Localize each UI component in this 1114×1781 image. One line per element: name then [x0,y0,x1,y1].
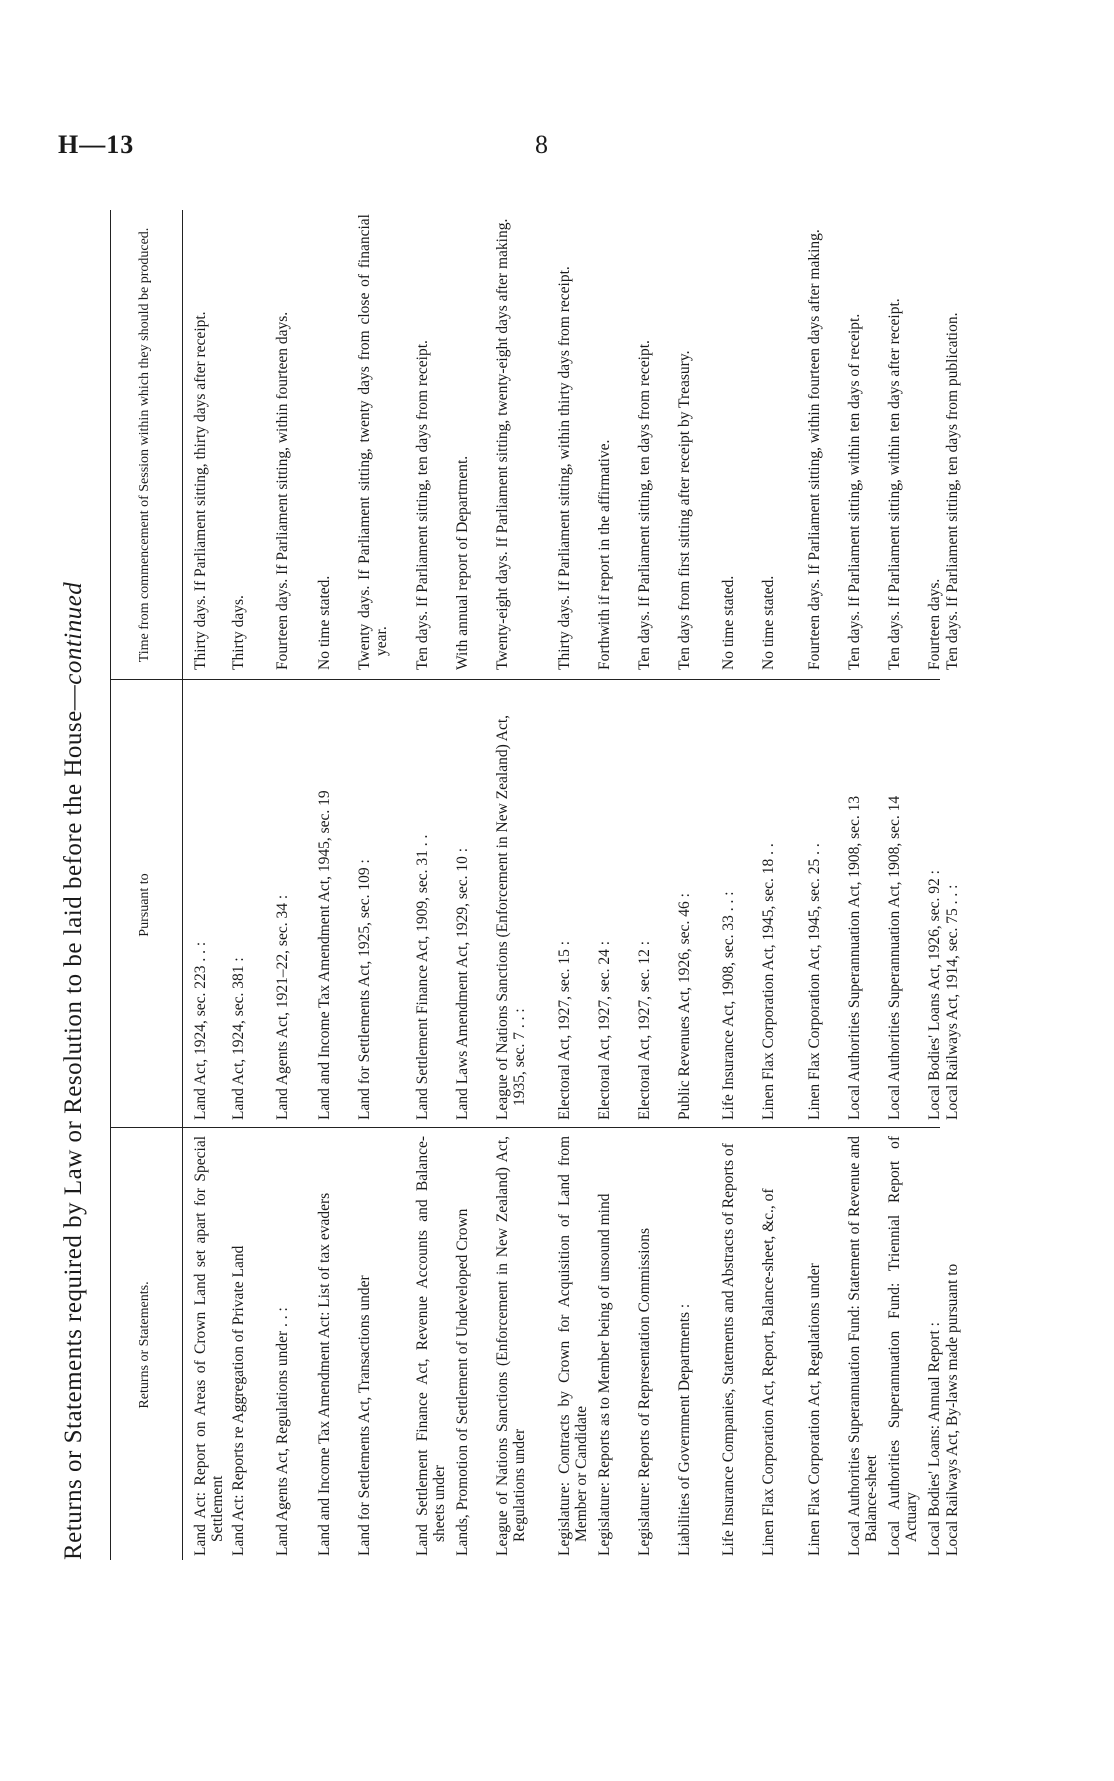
pursuant-cell: Linen Flax Corporation Act, 1945, sec. 18 . . [760,843,777,1120]
time-cell: With annual report of Department. [454,455,471,670]
time-cell: Thirty days. [230,595,247,670]
pursuant-cell: Electoral Act, 1927, sec. 15 : [556,940,573,1120]
time-cell: Ten days. If Parliament sitting, within ten days after receipt. [886,298,903,670]
returns-table [60,210,960,1560]
pursuant-cell: League of Nations Sanctions (Enforcement in New Zealand) Act, 1935, sec. 7 . . : [494,714,528,1120]
returns-cell: Land for Settlements Act, Transactions under [356,1275,373,1556]
pursuant-cell: Life Insurance Act, 1908, sec. 33 . . : [720,891,737,1120]
page-number: 8 [535,130,548,159]
returns-cell: Land Settlement Finance Act, Revenue Accounts and Balance-sheets under [414,1136,448,1556]
column-divider [110,1127,940,1128]
column-header-pursuant: Pursuant to [136,873,152,937]
time-cell: No time stated. [760,575,777,670]
returns-cell: Land and Income Tax Amendment Act: List of tax evaders [316,1192,333,1556]
time-cell: Ten days. If Parliament sitting, within ten days of receipt. [846,313,863,670]
table-title-text: Returns or Statements required by Law or Resolution to be laid before the House— [60,684,87,1560]
time-cell: Fourteen days. [926,578,943,670]
pursuant-cell: Local Railways Act, 1914, sec. 75 . . : [944,884,961,1120]
pursuant-cell: Land Act, 1924, sec. 223 . . : [192,941,209,1120]
page-header [0,130,1114,170]
time-cell: Ten days. If Parliament sitting, ten days from receipt. [414,340,431,670]
pursuant-cell: Electoral Act, 1927, sec. 24 : [596,940,613,1120]
time-cell: Twenty days. If Parliament sitting, twenty days from close of financial year. [356,214,390,670]
time-cell: Ten days. If Parliament sitting, ten days from publication. [944,312,961,670]
returns-cell: League of Nations Sanctions (Enforcement in New Zealand) Act, Regulations under [494,1136,528,1556]
pursuant-cell: Land for Settlements Act, 1925, sec. 109 : [356,859,373,1120]
returns-cell: Legislature: Reports of Representation Commissions [636,1227,653,1556]
time-cell: No time stated. [316,575,333,670]
pursuant-cell: Land Agents Act, 1921–22, sec. 34 : [274,894,291,1120]
returns-cell: Legislature: Reports as to Member being of unsound mind [596,1193,613,1556]
time-cell: Ten days from first sitting after receipt by Treasury. [676,350,693,670]
table-title-continued: continued [60,581,87,685]
returns-cell: Linen Flax Corporation Act, Report, Balance-sheet, &c., of [760,1188,777,1556]
pursuant-cell: Land Act, 1924, sec. 381 : [230,957,247,1120]
column-header-time: Time from commencement of Session within which they should be produced. [136,227,152,663]
header-bottom-rule [182,210,183,1560]
returns-cell: Land Act: Reports re Aggregation of Private Land [230,1245,247,1556]
column-header-returns: Returns or Statements. [136,1281,152,1409]
returns-cell: Local Authorities Superannuation Fund: Triennial Report of Actuary [886,1136,920,1556]
pursuant-cell: Linen Flax Corporation Act, 1945, sec. 25 . . [806,843,823,1120]
pursuant-cell: Electoral Act, 1927, sec. 12 : [636,940,653,1120]
returns-cell: Legislature: Contracts by Crown for Acquisition of Land from Member or Candidate [556,1136,590,1556]
returns-cell: Land Agents Act, Regulations under . . : [274,1307,291,1556]
pursuant-cell: Local Authorities Superannuation Act, 1908, sec. 13 [846,795,863,1120]
time-cell: Fourteen days. If Parliament sitting, within fourteen days after making. [806,229,823,670]
time-cell: No time stated. [720,575,737,670]
pursuant-cell: Public Revenues Act, 1926, sec. 46 : [676,893,693,1120]
returns-cell: Land Act: Report on Areas of Crown Land set apart for Special Settlement [192,1136,226,1556]
column-divider [110,679,940,680]
returns-cell: Liabilities of Government Departments : [676,1303,693,1556]
document-code: H—13 [58,130,135,159]
time-cell: Thirty days. If Parliament sitting, within thirty days from receipt. [556,266,573,670]
returns-cell: Lands, Promotion of Settlement of Undeveloped Crown [454,1208,471,1556]
pursuant-cell: Land and Income Tax Amendment Act, 1945, sec. 19 [316,790,333,1120]
time-cell: Ten days. If Parliament sitting, ten days from receipt. [636,340,653,670]
time-cell: Thirty days. If Parliament sitting, thirty days after receipt. [192,311,209,670]
time-cell: Fourteen days. If Parliament sitting, within fourteen days. [274,311,291,670]
table-title [60,210,104,1560]
pursuant-cell: Land Laws Amendment Act, 1929, sec. 10 : [454,847,471,1120]
returns-cell: Local Authorities Superannuation Fund: Statement of Revenue and Balance-sheet [846,1136,880,1556]
pursuant-cell: Land Settlement Finance Act, 1909, sec. 31 . . [414,834,431,1120]
pursuant-cell: Local Authorities Superannuation Act, 1908, sec. 14 [886,795,903,1120]
returns-cell: Local Bodies' Loans: Annual Report : [926,1322,943,1556]
returns-cell: Linen Flax Corporation Act, Regulations under [806,1263,823,1556]
pursuant-cell: Local Bodies' Loans Act, 1926, sec. 92 : [926,870,943,1120]
time-cell: Twenty-eight days. If Parliament sitting, twenty-eight days after making. [494,218,511,670]
returns-cell: Life Insurance Companies, Statements and Abstracts of Reports of [720,1143,737,1556]
time-cell: Forthwith if report in the affirmative. [596,439,613,670]
returns-cell: Local Railways Act, By-laws made pursuant to [944,1263,961,1556]
